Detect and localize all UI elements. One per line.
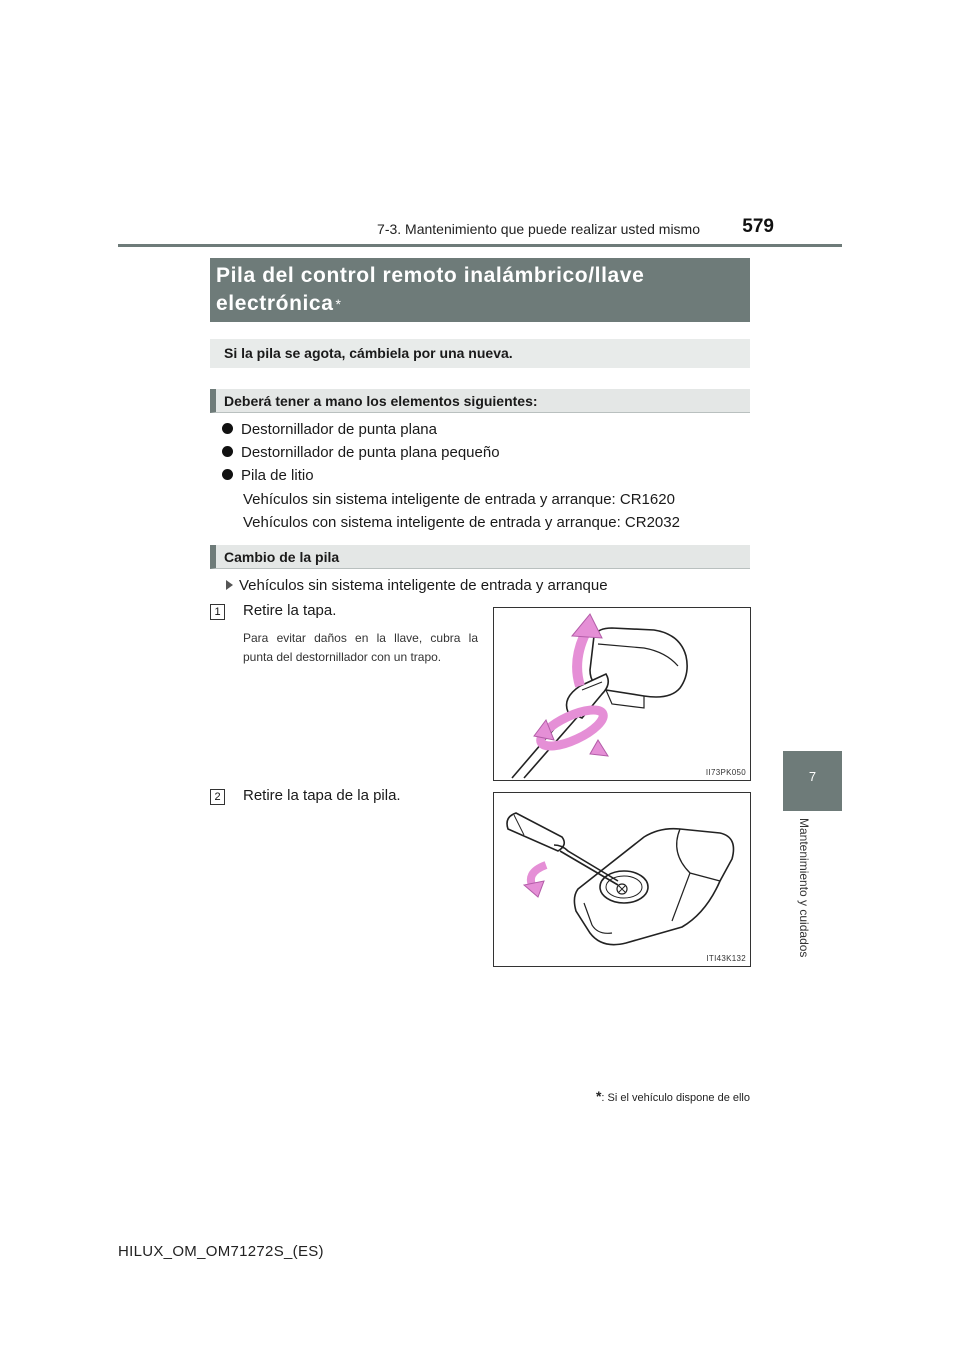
title-asterisk: * (335, 296, 342, 312)
illustration-remove-battery-cover (493, 792, 751, 967)
list-item-text: Pila de litio (241, 467, 314, 484)
step-1-note-line: Para evitar daños en la llave, cubra la (243, 631, 478, 645)
battery-spec-line: Vehículos con sistema inteligente de entrada y arranque: CR2032 (243, 514, 680, 531)
page-title-text: Pila del control remoto inalámbrico/llave electrónica (216, 264, 645, 315)
running-header-section: 7-3. Mantenimiento que puede realizar usted mismo (377, 221, 700, 237)
step-2-text: Retire la tapa de la pila. (243, 787, 401, 804)
page-title (216, 262, 736, 318)
step-number-2: 2 (210, 789, 225, 805)
list-item (222, 444, 500, 461)
list-item (222, 467, 314, 484)
triangle-icon (226, 580, 233, 590)
intro-text: Si la pila se agota, cámbiela por una nueva. (224, 345, 513, 361)
footnote-asterisk: * (595, 1088, 602, 1104)
step-number-1: 1 (210, 604, 225, 620)
step-1-note-line: punta del destornillador con un trapo. (243, 650, 442, 664)
condition-line (226, 577, 608, 594)
footnote-text: : Si el vehículo dispone de ello (601, 1092, 750, 1104)
footnote (560, 1088, 750, 1104)
list-item-text: Destornillador de punta plana (241, 421, 437, 438)
step-1-note (243, 629, 478, 667)
list-item (222, 421, 437, 438)
battery-spec-line: Vehículos sin sistema inteligente de entrada y arranque: CR1620 (243, 491, 675, 508)
condition-text: Vehículos sin sistema inteligente de entrada y arranque (239, 577, 608, 594)
bullet-icon (222, 469, 233, 480)
list-item-text: Destornillador de punta plana pequeño (241, 444, 500, 461)
illustration-remove-cover (493, 607, 751, 781)
chapter-label: Mantenimiento y cuidados (797, 818, 811, 958)
page-number: 579 (742, 216, 774, 237)
document-code-footer: HILUX_OM_OM71272S_(ES) (118, 1243, 324, 1260)
needed-heading: Deberá tener a mano los elementos siguientes: (224, 393, 538, 409)
battery-cover-drawing (494, 793, 750, 966)
step-1-text: Retire la tapa. (243, 602, 337, 619)
image-code: II73PK050 (705, 768, 746, 777)
key-cover-drawing (494, 608, 750, 780)
chapter-number: 7 (808, 769, 817, 784)
bullet-icon (222, 446, 233, 457)
image-code: ITI43K132 (706, 954, 746, 963)
replacement-heading: Cambio de la pila (224, 549, 340, 565)
bullet-icon (222, 423, 233, 434)
header-rule (118, 244, 842, 247)
